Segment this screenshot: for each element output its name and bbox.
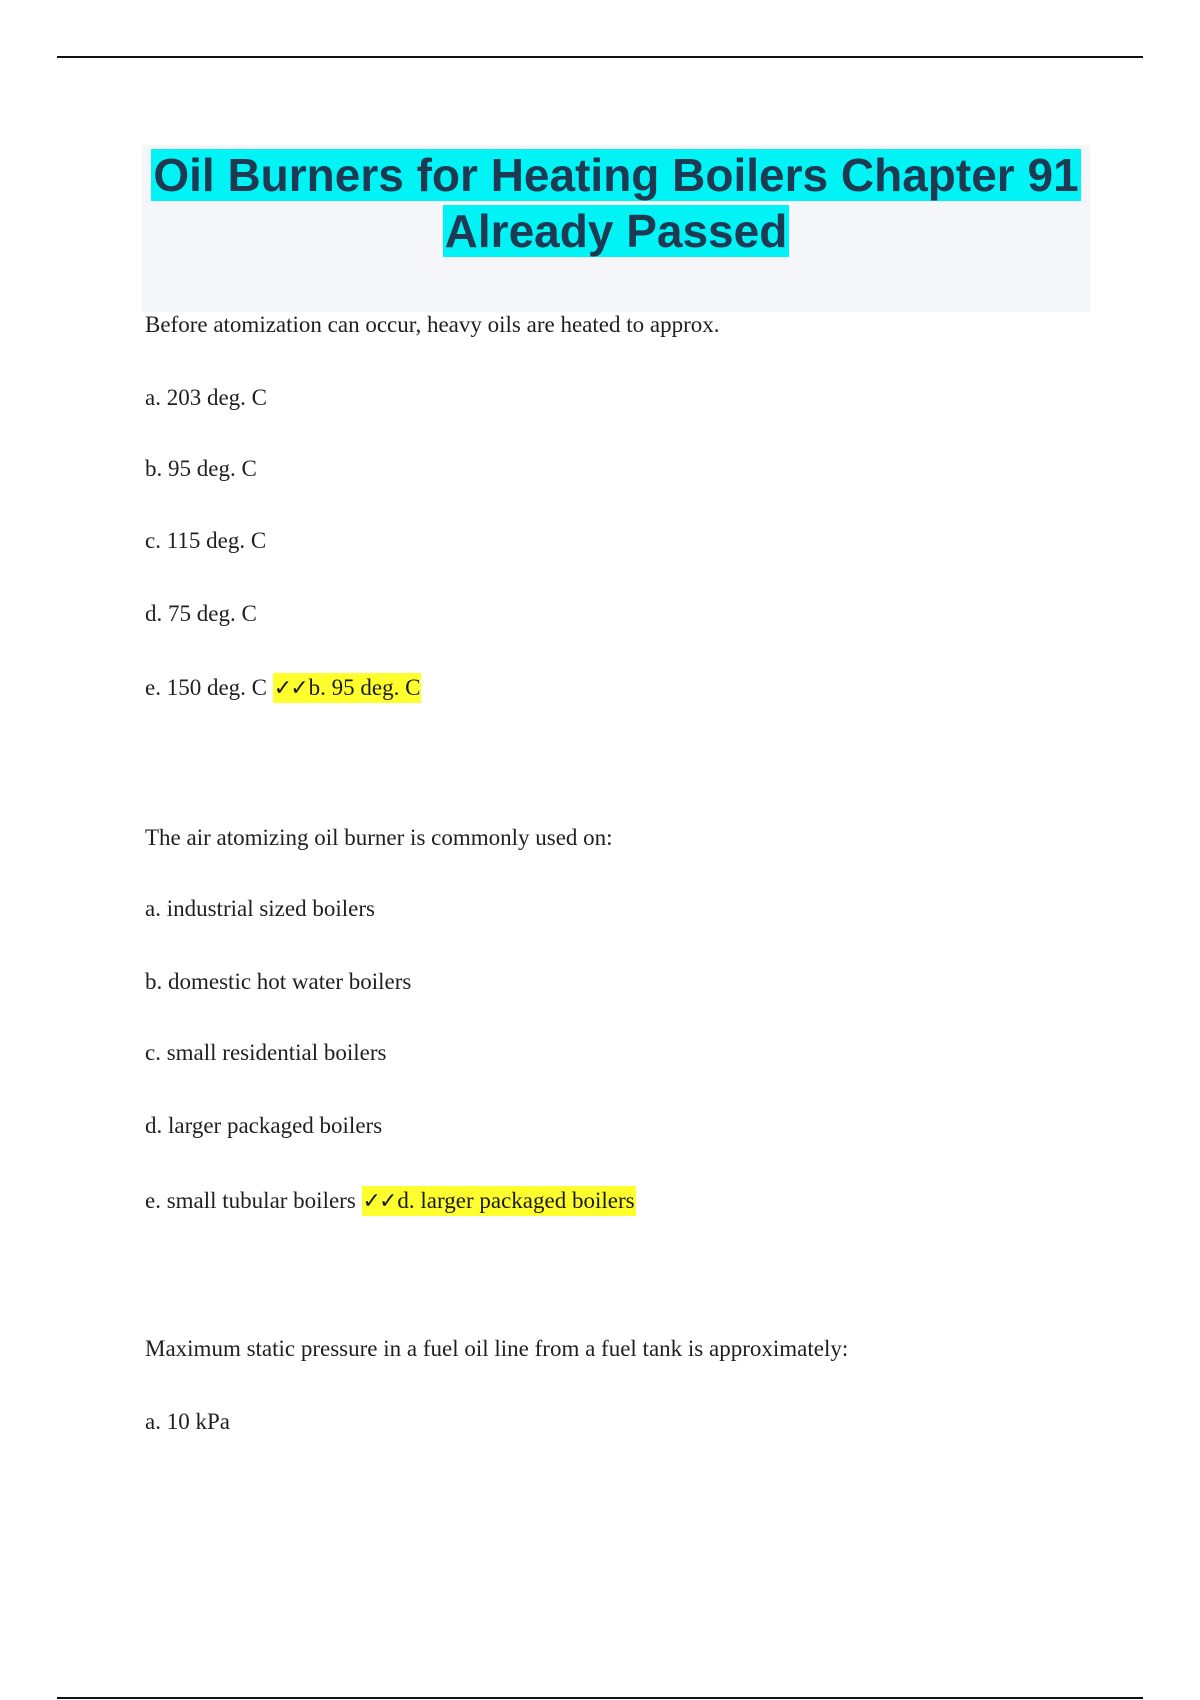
question-2-answer bbox=[362, 1186, 636, 1216]
top-rule bbox=[57, 56, 1143, 58]
page-title-highlight: Oil Burners for Heating Boilers Chapter 91 Already Passed bbox=[153, 149, 1079, 257]
question-1-answer bbox=[273, 673, 422, 703]
question-2-option-e-row bbox=[145, 1187, 636, 1216]
check-icon: ✓✓ bbox=[273, 676, 307, 701]
question-2-option-d: d. larger packaged boilers bbox=[145, 1113, 383, 1138]
question-1-text: Before atomization can occur, heavy oils are heated to approx. bbox=[145, 312, 720, 337]
bottom-rule bbox=[57, 1697, 1143, 1699]
question-3-text: Maximum static pressure in a fuel oil line from a fuel tank is approximately: bbox=[145, 1336, 849, 1361]
question-3-option-a: a. 10 kPa bbox=[145, 1409, 230, 1434]
question-1-option-d: d. 75 deg. C bbox=[145, 601, 257, 626]
question-1-answer-text: b. 95 deg. C bbox=[308, 675, 421, 700]
question-2-option-b: b. domestic hot water boilers bbox=[145, 969, 412, 994]
question-1-option-c: c. 115 deg. C bbox=[145, 528, 267, 553]
question-2-option-a: a. industrial sized boilers bbox=[145, 896, 375, 921]
question-2-option-c: c. small residential boilers bbox=[145, 1040, 387, 1065]
question-1-option-b: b. 95 deg. C bbox=[145, 456, 257, 481]
question-1-option-e: e. 150 deg. C bbox=[145, 675, 268, 700]
question-2-option-e: e. small tubular boilers bbox=[145, 1188, 356, 1213]
check-icon: ✓✓ bbox=[362, 1189, 396, 1214]
page-title bbox=[142, 147, 1090, 259]
title-block bbox=[142, 145, 1090, 312]
question-1-option-a: a. 203 deg. C bbox=[145, 385, 268, 410]
question-1-option-e-row bbox=[145, 674, 421, 703]
question-2-text: The air atomizing oil burner is commonly used on: bbox=[145, 825, 613, 850]
question-2-answer-text: d. larger packaged boilers bbox=[397, 1188, 635, 1213]
